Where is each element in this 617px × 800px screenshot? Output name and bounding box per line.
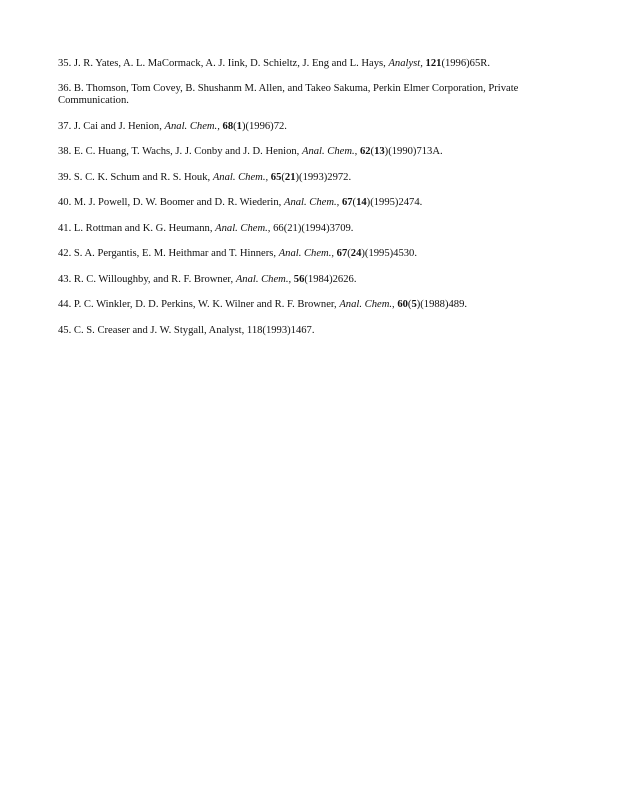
ref-journal: Anal. Chem., (278, 248, 335, 259)
reference-37: 37. J. Cai and J. Henion, Anal. Chem., 68(1)(1996)72. (58, 120, 287, 132)
ref-volume: 65 (270, 171, 282, 183)
ref-issue: 24 (350, 248, 362, 259)
ref-authors: 35. J. R. Yates, A. L. MaCormack, A. J. Iink, D. Schieltz, J. Eng and L. Hays, (58, 58, 389, 69)
ref-authors: 44. P. C. Winkler, D. D. Perkins, W. K. Wilner and R. F. Browner, (58, 299, 340, 310)
ref-journal: Anal. Chem., (215, 222, 271, 234)
ref-issue: 5 (411, 299, 417, 310)
ref-volume: 56 (293, 273, 305, 285)
ref-journal: Anal. Chem., (235, 273, 292, 285)
ref-authors: 39. S. C. K. Schum and R. S. Houk, (58, 171, 213, 183)
ref-volume: 60 (397, 299, 408, 310)
reference-42: 42. S. A. Pergantis, E. M. Heithmar and T. Hinners, Anal. Chem., 67(24)(1995)4530. (58, 248, 418, 259)
ref-journal: Anal. Chem., (301, 146, 358, 157)
ref-authors: 41. L. Rottman and K. G. Heumann, (58, 222, 216, 234)
reference-41 (58, 223, 558, 236)
ref-volume: 67 (336, 248, 348, 259)
reference-35 (58, 58, 558, 71)
ref-year-pages: (1996)65R. (441, 58, 490, 69)
ref-volume: 121 (425, 58, 442, 69)
ref-text: 45. C. S. Creaser and J. W. Stygall, Analyst, 118(1993)1467. (58, 324, 315, 336)
ref-year-pages: (1996)72. (245, 120, 287, 132)
ref-authors: 40. M. J. Powell, D. W. Boomer and D. R. Wiederin, (58, 197, 284, 208)
reference-40: 40. M. J. Powell, D. W. Boomer and D. R. Wiederin, Anal. Chem., 67(14)(1995)2474. (58, 197, 423, 208)
ref-journal: Anal. Chem., (339, 299, 395, 310)
ref-issue: 13 (374, 146, 385, 157)
reference-39: 39. S. C. K. Schum and R. S. Houk, Anal. Chem., 65(21)(1993)2972. (58, 171, 352, 183)
ref-year-pages: (1995)2474. (370, 197, 423, 208)
ref-year-pages: (1988)489. (420, 299, 468, 310)
ref-text: 36. B. Thomson, Tom Covey, B. Shushanm M. Allen, and Takeo Sakuma, Perkin Elmer Corporation, Private Communication. (58, 82, 519, 106)
ref-volume: 62 (359, 146, 371, 157)
ref-volume: 67 (341, 197, 353, 208)
ref-volume: 68 (222, 120, 234, 132)
ref-issue: 14 (356, 197, 367, 208)
ref-volume-year-pages: 66(21)(1994)3709. (273, 222, 354, 234)
ref-issue: 1 (236, 120, 242, 132)
reference-36 (58, 83, 558, 108)
reference-list (58, 58, 558, 337)
ref-year-pages: (1995)4530. (364, 248, 418, 259)
ref-authors: 43. R. C. Willoughby, and R. F. Browner, (58, 273, 236, 285)
ref-journal: Anal. Chem., (283, 197, 340, 208)
ref-issue: 21 (284, 171, 296, 183)
ref-year-pages: (1984)2626. (304, 273, 357, 285)
ref-year-pages: (1990)713A. (388, 146, 443, 157)
ref-journal: Analyst, (388, 58, 423, 69)
reference-43 (58, 274, 558, 287)
reference-38: 38. E. C. Huang, T. Wachs, J. J. Conby and J. D. Henion, Anal. Chem., 62(13)(1990)713A. (58, 146, 443, 157)
ref-authors: 42. S. A. Pergantis, E. M. Heithmar and T. Hinners, (58, 248, 279, 259)
reference-45 (58, 325, 558, 338)
ref-journal: Anal. Chem., (164, 120, 220, 132)
ref-authors: 37. J. Cai and J. Henion, (58, 120, 165, 132)
reference-44: 44. P. C. Winkler, D. D. Perkins, W. K. Wilner and R. F. Browner, Anal. Chem., 60(5)(1988)489. (58, 299, 468, 310)
ref-journal: Anal. Chem., (212, 171, 269, 183)
ref-year-pages: (1993)2972. (299, 171, 352, 183)
ref-authors: 38. E. C. Huang, T. Wachs, J. J. Conby and J. D. Henion, (58, 146, 302, 157)
